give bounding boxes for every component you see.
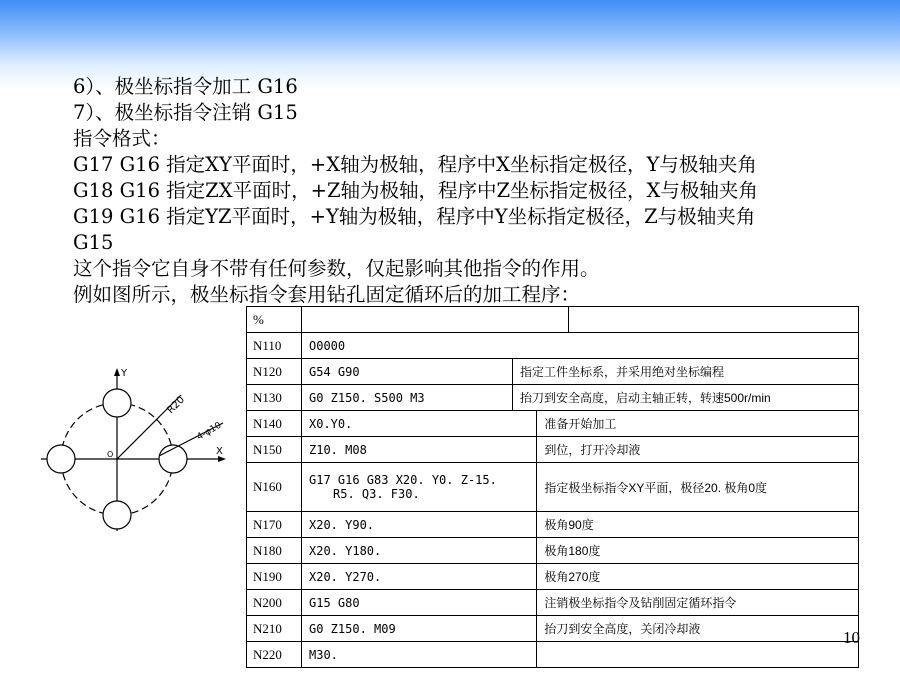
hole-label: 4-φ10 <box>195 420 224 443</box>
hole-top <box>103 389 131 417</box>
line-g19: G19 G16 指定YZ平面时，+Y轴为极轴，程序中Y坐标指定极径，Z与极轴夹角 <box>73 205 756 228</box>
table-row: N110 O0000 <box>247 333 859 359</box>
table-row: N130 G0 Z150. S500 M3 抬刀到安全高度，启动主轴正转，转速500r/min <box>247 385 859 411</box>
polar-hole-diagram <box>41 366 228 533</box>
hole-left <box>47 445 75 473</box>
page-number: 10 <box>843 628 860 647</box>
table-row: N190 X20. Y270. 极角270度 <box>247 564 859 590</box>
table-row: N210 G0 Z150. M09 抬刀到安全高度，关闭冷却液 <box>247 616 859 642</box>
table-row <box>247 307 859 333</box>
table-row: N220 M30. <box>247 642 859 668</box>
line-description: 这个指令它自身不带有任何参数，仅起影响其他指令的作用。 <box>73 257 600 280</box>
text-block <box>73 74 758 308</box>
table-row: N170 X20. Y90. 极角90度 <box>247 512 859 538</box>
table-row: N200 G15 G80 注销极坐标指令及钻削固定循环指令 <box>247 590 859 616</box>
table-row: N140 X0.Y0. 准备开始加工 <box>247 411 859 437</box>
y-axis-label: Y <box>121 368 128 379</box>
table-row: N120 G54 G90 指定工件坐标系，并采用绝对坐标编程 <box>247 359 859 385</box>
line-example: 例如图所示，极坐标指令套用钻孔固定循环后的加工程序： <box>73 283 581 306</box>
program-table <box>246 306 859 668</box>
hole-bottom <box>103 501 131 529</box>
header-cell: % <box>247 307 302 333</box>
table-row: N150 Z10. M08 到位，打开冷却液 <box>247 437 859 463</box>
line-g15-plain: G15 <box>73 231 114 254</box>
line-g17: G17 G16 指定XY平面时，+X轴为极轴，程序中X坐标指定极径，Y与极轴夹角 <box>73 153 757 176</box>
table-row: N160 G17 G16 G83 X20. Y0. Z-15. R5. Q3. F30. 指定极坐标指令XY平面，极径20. 极角0度 <box>247 463 859 512</box>
line-g15: 7）、极坐标指令注销 G15 <box>73 101 298 124</box>
origin-label: O <box>107 450 114 459</box>
line-g18: G18 G16 指定ZX平面时，+Z轴为极轴，程序中Z坐标指定极径，X与极轴夹角 <box>73 179 758 202</box>
table-row: N180 X20. Y180. 极角180度 <box>247 538 859 564</box>
line-format-title: 指令格式： <box>73 127 171 150</box>
radius-label: R20 <box>165 394 188 417</box>
x-axis-label: X <box>216 446 223 457</box>
line-g16: 6）、极坐标指令加工 G16 <box>73 75 298 98</box>
